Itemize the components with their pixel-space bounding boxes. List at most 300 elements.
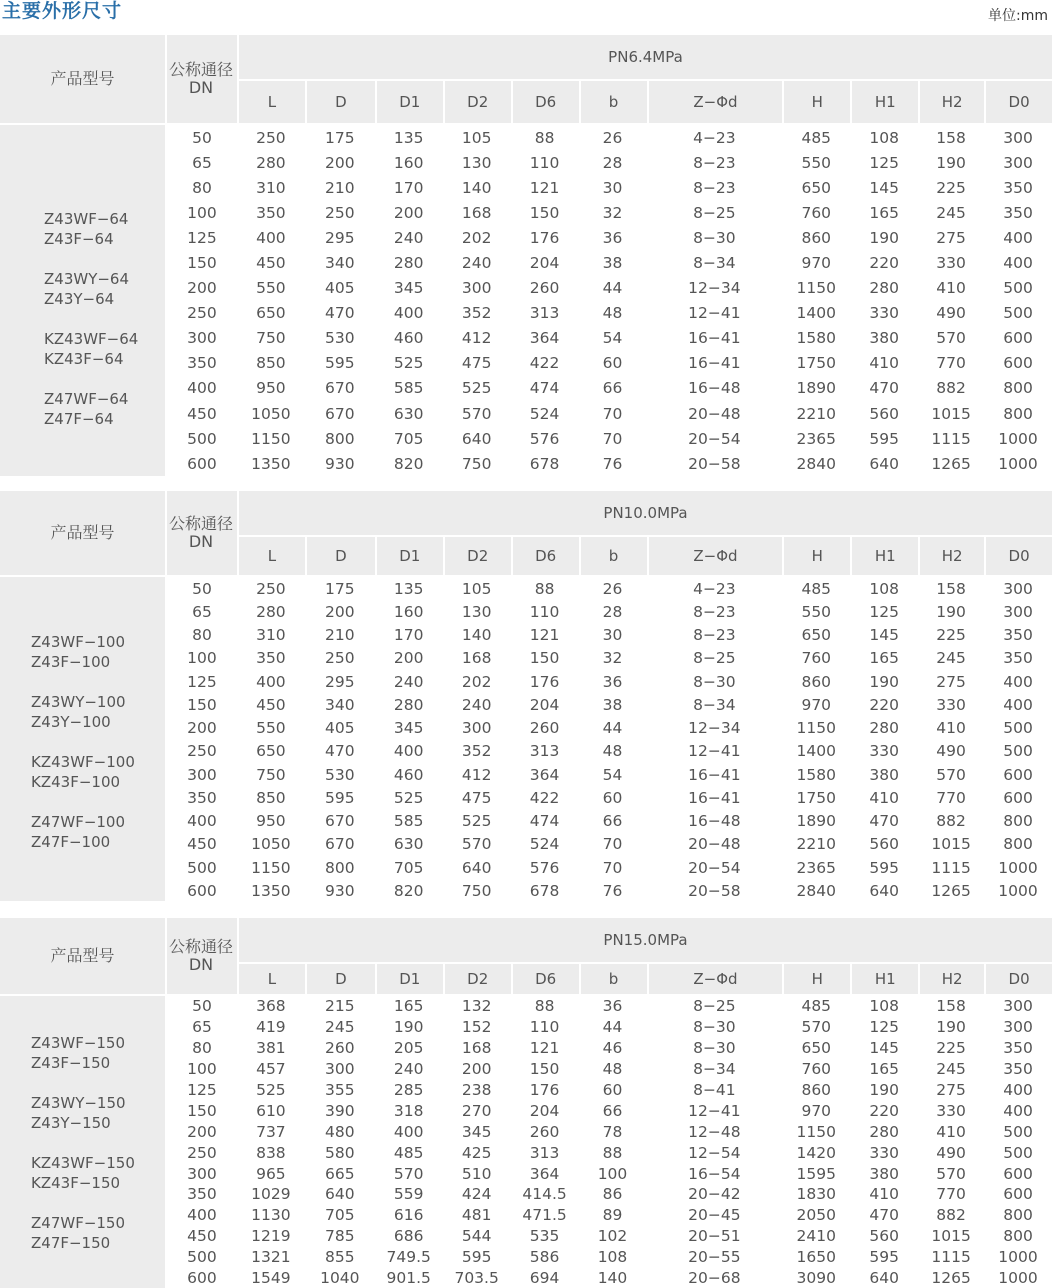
table-cell: 965 <box>256 1164 286 1183</box>
table-cell: 901.5 <box>386 1269 431 1288</box>
column-header: Z−Φd <box>647 537 783 575</box>
table-row <box>165 1268 1052 1288</box>
table-cell: 110 <box>529 602 560 621</box>
table-cell: 400 <box>1003 254 1033 273</box>
table-cell: 170 <box>393 626 424 645</box>
table-cell: 610 <box>256 1101 286 1120</box>
table-cell: 200 <box>325 153 355 172</box>
table-cell: 130 <box>461 153 492 172</box>
table-cell: 650 <box>256 742 286 761</box>
table-cell: 1650 <box>796 1248 836 1267</box>
table-cell: 300 <box>1003 128 1033 147</box>
table-cell: 8−30 <box>693 228 736 247</box>
table-cell: 570 <box>936 329 966 348</box>
table-cell: 705 <box>393 858 424 877</box>
table-cell: 125 <box>869 1018 899 1037</box>
table-cell: 352 <box>461 304 492 323</box>
table-cell: 8−34 <box>693 254 736 273</box>
table-cell: 300 <box>461 719 492 738</box>
dn-cell: 125 <box>187 672 217 691</box>
table-cell: 400 <box>1003 228 1033 247</box>
table-cell: 855 <box>325 1248 355 1267</box>
table-cell: 28 <box>602 602 623 621</box>
table-cell: 749.5 <box>386 1248 431 1267</box>
table-cell: 2365 <box>796 429 836 448</box>
table-cell: 1580 <box>796 765 836 784</box>
table-cell: 500 <box>1003 719 1033 738</box>
table-cell: 400 <box>1003 672 1033 691</box>
table-cell: 20−51 <box>688 1227 741 1246</box>
table-cell: 405 <box>325 719 355 738</box>
table-cell: 600 <box>1003 1164 1033 1183</box>
table-cell: 1549 <box>251 1269 291 1288</box>
table-cell: 785 <box>325 1227 355 1246</box>
table-cell: 330 <box>936 695 966 714</box>
table-cell: 313 <box>529 304 560 323</box>
table-cell: 88 <box>534 128 555 147</box>
table-cell: 524 <box>529 835 560 854</box>
table-cell: 225 <box>936 178 966 197</box>
table-cell: 16−48 <box>688 379 741 398</box>
table-cell: 26 <box>602 579 623 598</box>
table-cell: 170 <box>393 178 424 197</box>
table-body <box>0 577 1052 901</box>
table-cell: 1115 <box>931 858 971 877</box>
dn-cell: 600 <box>187 1269 217 1288</box>
table-cell: 1890 <box>796 379 836 398</box>
table-cell: 1350 <box>251 454 291 473</box>
table-cell: 204 <box>529 695 560 714</box>
dn-header-line2: DN <box>188 955 214 974</box>
table-cell: 165 <box>869 203 899 222</box>
table-cell: 220 <box>869 1101 899 1120</box>
table-cell: 600 <box>1003 329 1033 348</box>
table-cell: 20−68 <box>688 1269 741 1288</box>
table-cell: 220 <box>869 254 899 273</box>
dn-cell: 100 <box>187 203 217 222</box>
dn-cell: 200 <box>187 1122 217 1141</box>
table-row <box>165 1080 1052 1101</box>
table-row <box>165 1184 1052 1205</box>
table-cell: 76 <box>602 454 623 473</box>
table-cell: 165 <box>869 1060 899 1079</box>
table-cell: 158 <box>936 997 966 1016</box>
table-cell: 2050 <box>796 1206 836 1225</box>
table-cell: 500 <box>1003 742 1033 761</box>
table-cell: 158 <box>936 128 966 147</box>
table-cell: 860 <box>801 1081 832 1099</box>
model-name: Z43Y−64 <box>44 290 115 308</box>
model-name: Z43WF−64 <box>44 210 129 228</box>
table-cell: 280 <box>393 695 424 714</box>
unit-label: 单位:mm <box>988 8 1048 24</box>
table-cell: 485 <box>801 997 832 1016</box>
table-cell: 275 <box>936 672 966 691</box>
table-row <box>165 647 1052 670</box>
dn-cell: 100 <box>187 649 217 668</box>
table-cell: 86 <box>602 1185 623 1204</box>
column-header: D0 <box>984 964 1052 994</box>
table-cell: 2840 <box>796 881 836 900</box>
table-cell: 705 <box>393 429 424 448</box>
table-cell: 595 <box>869 858 899 877</box>
table-cell: 260 <box>325 1039 355 1058</box>
table-cell: 70 <box>602 404 623 423</box>
table-cell: 800 <box>1003 1206 1033 1225</box>
table-cell: 20−54 <box>688 429 741 448</box>
model-name: KZ43F−64 <box>44 350 124 368</box>
table-cell: 89 <box>602 1206 623 1225</box>
table-cell: 525 <box>393 788 424 807</box>
table-cell: 882 <box>936 1206 966 1225</box>
table-cell: 1150 <box>251 858 291 877</box>
model-name: Z43F−64 <box>44 230 114 248</box>
table-cell: 16−41 <box>688 354 741 373</box>
table-cell: 300 <box>1003 997 1033 1016</box>
table-cell: 474 <box>529 812 560 831</box>
table-row <box>165 786 1052 809</box>
table-cell: 471.5 <box>522 1206 567 1225</box>
table-row <box>165 1017 1052 1038</box>
table-cell: 355 <box>325 1081 355 1099</box>
table-cell: 595 <box>461 1248 492 1267</box>
table-cell: 152 <box>461 1018 492 1037</box>
table-cell: 145 <box>869 626 899 645</box>
table-cell: 650 <box>256 304 286 323</box>
table-cell: 204 <box>529 254 560 273</box>
table-cell: 410 <box>869 788 899 807</box>
table-cell: 400 <box>1003 695 1033 714</box>
table-cell: 250 <box>325 649 355 668</box>
table-cell: 165 <box>869 649 899 668</box>
model-name: Z47WF−150 <box>31 1214 126 1232</box>
dn-header-line2: DN <box>188 532 214 551</box>
table-row <box>165 250 1052 275</box>
table-cell: 770 <box>936 1185 966 1204</box>
table-rows <box>165 577 1052 903</box>
table-cell: 12−34 <box>688 279 741 298</box>
table-row <box>165 1163 1052 1184</box>
column-header: b <box>579 537 647 575</box>
table-cell: 200 <box>325 602 355 621</box>
table-cell: 60 <box>602 788 623 807</box>
table-cell: 1000 <box>998 454 1038 473</box>
dn-cell: 350 <box>187 1185 217 1204</box>
table-cell: 345 <box>393 279 424 298</box>
table-cell: 8−23 <box>693 153 736 172</box>
table-cell: 30 <box>602 626 623 645</box>
column-header: D0 <box>984 81 1052 123</box>
table-cell: 26 <box>602 128 623 147</box>
table-cell: 245 <box>936 203 966 222</box>
table-cell: 168 <box>461 1039 492 1058</box>
table-cell: 800 <box>325 429 355 448</box>
table-cell: 76 <box>602 881 623 900</box>
table-cell: 670 <box>325 379 355 398</box>
table-cell: 54 <box>602 765 623 784</box>
table-cell: 750 <box>461 454 492 473</box>
table-cell: 20−42 <box>688 1185 741 1204</box>
table-cell: 750 <box>256 765 286 784</box>
table-cell: 20−45 <box>688 1206 741 1225</box>
model-group <box>31 812 125 852</box>
table-cell: 300 <box>1003 1018 1033 1037</box>
table-row <box>165 451 1052 476</box>
table-cell: 8−25 <box>693 997 736 1016</box>
table-cell: 470 <box>325 742 355 761</box>
table-row <box>165 996 1052 1017</box>
table-row <box>165 740 1052 763</box>
table-cell: 158 <box>936 579 966 598</box>
table-cell: 202 <box>461 228 492 247</box>
table-cell: 1150 <box>251 429 291 448</box>
column-header: D <box>305 964 375 994</box>
model-column-header: 产品型号 <box>50 69 115 88</box>
table-cell: 860 <box>801 228 832 247</box>
table-cell: 350 <box>256 649 286 668</box>
table-cell: 950 <box>256 379 286 398</box>
table-cell: 525 <box>461 812 492 831</box>
table-cell: 240 <box>393 672 424 691</box>
table-cell: 1130 <box>251 1206 291 1225</box>
model-column-header: 产品型号 <box>50 523 115 542</box>
model-name: Z43Y−100 <box>31 713 111 731</box>
table-cell: 405 <box>325 279 355 298</box>
table-cell: 340 <box>325 695 355 714</box>
dimension-table-1 <box>0 35 1052 474</box>
model-name: Z47WF−100 <box>31 813 126 831</box>
table-cell: 48 <box>602 1060 623 1079</box>
table-cell: 1000 <box>998 1248 1038 1267</box>
table-cell: 400 <box>393 742 424 761</box>
table-cell: 313 <box>529 1143 560 1162</box>
table-cell: 125 <box>869 153 899 172</box>
table-cell: 12−41 <box>688 742 741 761</box>
table-cell: 20−58 <box>688 454 741 473</box>
table-cell: 20−48 <box>688 835 741 854</box>
table-cell: 694 <box>529 1269 560 1288</box>
dn-header-line2: DN <box>188 78 214 97</box>
column-header: H1 <box>850 537 918 575</box>
table-cell: 600 <box>1003 354 1033 373</box>
table-cell: 54 <box>602 329 623 348</box>
table-cell: 585 <box>393 379 424 398</box>
table-cell: 770 <box>936 788 966 807</box>
table-cell: 450 <box>256 254 286 273</box>
dn-cell: 250 <box>187 304 217 323</box>
table-cell: 330 <box>936 254 966 273</box>
table-cell: 46 <box>602 1039 623 1058</box>
dn-cell: 125 <box>187 1081 217 1099</box>
table-row <box>165 810 1052 833</box>
table-cell: 630 <box>393 404 424 423</box>
table-cell: 32 <box>602 649 623 668</box>
table-cell: 485 <box>393 1143 424 1162</box>
table-cell: 1015 <box>931 835 971 854</box>
table-cell: 245 <box>936 1060 966 1079</box>
table-cell: 210 <box>325 626 355 645</box>
table-cell: 550 <box>256 719 286 738</box>
table-cell: 586 <box>529 1248 560 1267</box>
model-name: Z43F−150 <box>31 1054 111 1072</box>
model-group <box>31 1093 126 1133</box>
table-cell: 640 <box>461 429 492 448</box>
table-cell: 640 <box>869 454 899 473</box>
table-cell: 250 <box>325 203 355 222</box>
table-cell: 121 <box>529 1039 560 1058</box>
table-cell: 160 <box>393 153 424 172</box>
table-cell: 1890 <box>796 812 836 831</box>
table-cell: 190 <box>936 153 966 172</box>
table-cell: 36 <box>602 672 623 691</box>
table-cell: 310 <box>256 626 286 645</box>
table-cell: 570 <box>936 765 966 784</box>
table-cell: 145 <box>869 178 899 197</box>
table-cell: 480 <box>325 1122 355 1141</box>
dn-cell: 200 <box>187 719 217 738</box>
table-body <box>0 996 1052 1288</box>
table-cell: 678 <box>529 454 560 473</box>
table-cell: 1750 <box>796 354 836 373</box>
table-cell: 2210 <box>796 404 836 423</box>
table-cell: 225 <box>936 1039 966 1058</box>
dn-cell: 400 <box>187 812 217 831</box>
table-cell: 44 <box>602 719 623 738</box>
table-cell: 850 <box>256 788 286 807</box>
dn-cell: 80 <box>192 626 212 645</box>
table-cell: 280 <box>256 153 286 172</box>
dn-header-line1: 公称通径 <box>168 514 233 533</box>
table-cell: 8−23 <box>693 602 736 621</box>
table-cell: 70 <box>602 858 623 877</box>
table-cell: 419 <box>256 1018 286 1037</box>
table-cell: 280 <box>869 1122 899 1141</box>
table-cell: 38 <box>602 695 623 714</box>
table-cell: 703.5 <box>454 1269 499 1288</box>
table-cell: 570 <box>461 835 492 854</box>
table-cell: 240 <box>461 695 492 714</box>
table-cell: 210 <box>325 178 355 197</box>
table-cell: 525 <box>393 354 424 373</box>
table-cell: 110 <box>529 1018 560 1037</box>
table-cell: 410 <box>936 1122 966 1141</box>
table-cell: 200 <box>461 1060 492 1079</box>
table-cell: 390 <box>325 1101 355 1120</box>
table-cell: 108 <box>869 128 899 147</box>
table-cell: 240 <box>461 254 492 273</box>
table-cell: 4−23 <box>693 128 736 147</box>
table-cell: 176 <box>529 228 560 247</box>
dn-cell: 450 <box>187 404 217 423</box>
table-cell: 364 <box>529 765 560 784</box>
table-cell: 60 <box>602 354 623 373</box>
table-rows <box>165 996 1052 1288</box>
table-cell: 16−41 <box>688 329 741 348</box>
table-cell: 1015 <box>931 1227 971 1246</box>
dn-cell: 65 <box>192 1018 212 1037</box>
table-cell: 1000 <box>998 881 1038 900</box>
table-cell: 364 <box>529 329 560 348</box>
table-cell: 470 <box>869 379 899 398</box>
column-header: Z−Φd <box>647 964 783 994</box>
table-cell: 2210 <box>796 835 836 854</box>
table-cell: 500 <box>1003 1143 1033 1162</box>
table-cell: 200 <box>393 203 424 222</box>
table-cell: 190 <box>936 602 966 621</box>
model-name: KZ43WF−150 <box>31 1154 135 1172</box>
table-cell: 88 <box>602 1143 623 1162</box>
table-cell: 1050 <box>251 835 291 854</box>
table-cell: 525 <box>256 1081 286 1099</box>
table-cell: 350 <box>1003 178 1033 197</box>
column-header: b <box>579 81 647 123</box>
table-cell: 380 <box>869 1164 899 1183</box>
table-row <box>165 577 1052 600</box>
model-group <box>31 692 126 732</box>
table-cell: 410 <box>936 279 966 298</box>
dn-cell: 50 <box>192 579 212 598</box>
table-cell: 12−41 <box>688 1101 741 1120</box>
table-cell: 44 <box>602 279 623 298</box>
table-cell: 770 <box>936 354 966 373</box>
dn-cell: 50 <box>192 997 212 1016</box>
table-cell: 970 <box>801 1101 832 1120</box>
table-cell: 1000 <box>998 429 1038 448</box>
page-title: 主要外形尺寸 <box>2 0 123 22</box>
table-cell: 300 <box>461 279 492 298</box>
column-headers <box>237 962 1052 994</box>
table-cell: 60 <box>602 1081 623 1099</box>
table-cell: 670 <box>325 404 355 423</box>
table-cell: 12−48 <box>688 1122 741 1141</box>
table-cell: 535 <box>529 1227 560 1246</box>
table-cell: 78 <box>602 1122 623 1141</box>
table-cell: 640 <box>869 1269 899 1288</box>
table-cell: 260 <box>529 1122 560 1141</box>
table-cell: 295 <box>325 672 355 691</box>
table-cell: 1040 <box>320 1269 360 1288</box>
table-cell: 412 <box>461 765 492 784</box>
table-cell: 800 <box>1003 379 1033 398</box>
table-cell: 424 <box>461 1185 492 1204</box>
table-cell: 1150 <box>796 719 836 738</box>
table-cell: 550 <box>801 153 832 172</box>
table-cell: 150 <box>529 649 560 668</box>
table-cell: 168 <box>461 203 492 222</box>
table-cell: 460 <box>393 765 424 784</box>
table-cell: 8−34 <box>693 1060 736 1079</box>
column-header: D1 <box>375 537 443 575</box>
table-cell: 12−41 <box>688 304 741 323</box>
dn-cell: 125 <box>187 228 217 247</box>
table-cell: 285 <box>393 1081 424 1099</box>
table-cell: 665 <box>325 1164 355 1183</box>
table-cell: 1580 <box>796 329 836 348</box>
model-group <box>31 632 125 672</box>
table-cell: 422 <box>529 788 560 807</box>
table-row <box>165 1059 1052 1080</box>
table-cell: 470 <box>869 812 899 831</box>
model-name: KZ43WF−64 <box>44 330 139 348</box>
table-rows <box>165 125 1052 476</box>
table-cell: 238 <box>461 1081 492 1099</box>
table-cell: 524 <box>529 404 560 423</box>
table-cell: 475 <box>461 788 492 807</box>
table-cell: 66 <box>602 379 623 398</box>
dn-cell: 600 <box>187 454 217 473</box>
dn-cell: 300 <box>187 765 217 784</box>
table-cell: 240 <box>393 228 424 247</box>
